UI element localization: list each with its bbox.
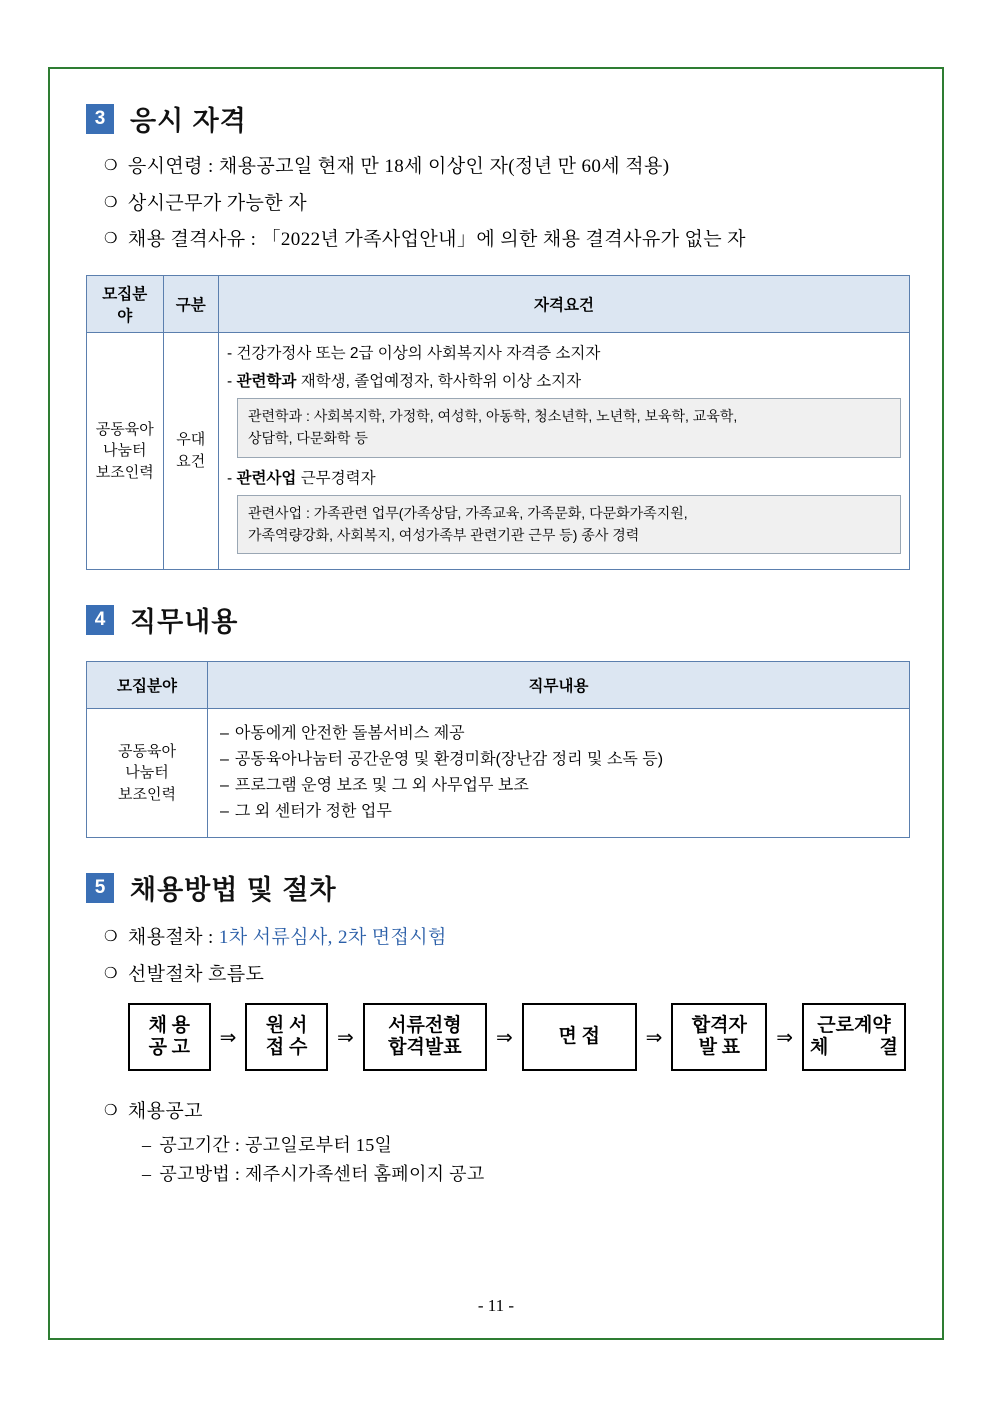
dash-marker: – <box>142 1163 152 1184</box>
duty-list <box>216 715 901 831</box>
requirement-line <box>227 370 901 393</box>
requirement-line <box>227 467 901 490</box>
bullet-text: 상시근무가 가능한 자 <box>127 192 307 214</box>
note-line: 관련학과 : 사회복지학, 가정학, 여성학, 아동학, 청소년학, 노년학, 보육학, 교육학, <box>248 408 738 425</box>
cell-requirements <box>219 332 910 570</box>
circle-bullet-icon: ❍ <box>104 229 118 248</box>
field-line: 공동육아 <box>118 742 176 760</box>
field-line: 보조인력 <box>118 786 176 804</box>
bullet-item <box>104 962 906 988</box>
section-5-title: 채용방법 및 절차 <box>130 875 337 906</box>
flow-step-document-screening <box>363 1003 487 1071</box>
requirement-text: 건강가정사 또는 2급 이상의 사회복지사 자격증 소지자 <box>236 344 601 362</box>
column-header-field: 모집분야 <box>87 662 208 709</box>
flow-step-line <box>810 1037 898 1059</box>
circle-bullet-icon: ❍ <box>104 156 118 174</box>
flow-step-result <box>671 1003 767 1071</box>
cell-field <box>87 709 208 838</box>
duties-table <box>86 661 910 838</box>
duty-item <box>220 721 901 747</box>
cell-field <box>87 332 164 570</box>
duty-text: 그 외 센터가 정한 업무 <box>234 803 392 821</box>
bullet-highlight: 1차 서류심사, 2차 면접시험 <box>218 927 447 949</box>
bullet-text: 채용 결격사유 : 「2022년 가족사업안내」에 의한 채용 결격사유가 없는 자 <box>127 229 746 251</box>
circle-bullet-icon: ❍ <box>104 927 118 946</box>
bullet-item <box>104 925 906 951</box>
column-header-division: 구분 <box>163 275 219 332</box>
section-3-number: 3 <box>86 104 114 134</box>
notice-block <box>104 1099 906 1188</box>
bullet-label: 채용절차 : <box>127 927 219 949</box>
column-header-field: 모집분야 <box>87 275 164 332</box>
table-header-row <box>87 275 910 332</box>
flow-arrow-icon: ⇒ <box>496 1025 513 1050</box>
notice-item <box>142 1131 906 1160</box>
cell-division <box>163 332 219 570</box>
requirement-text: 근무경력자 <box>296 469 376 487</box>
duty-item <box>220 773 901 799</box>
column-header-duties: 직무내용 <box>208 662 910 709</box>
flow-step-char: 결 <box>879 1037 899 1059</box>
cell-duties <box>208 709 910 838</box>
flow-step-line: 원 서 <box>265 1014 308 1036</box>
section-3-title: 응시 자격 <box>130 106 247 136</box>
flow-step-line: 합격자 <box>691 1014 747 1036</box>
flow-arrow-icon: ⇒ <box>219 1025 237 1050</box>
flow-step-line: 근로계약 <box>817 1014 891 1036</box>
circle-bullet-icon: ❍ <box>104 192 118 211</box>
dash-marker: – <box>220 725 229 743</box>
circle-bullet-icon: ❍ <box>104 963 118 982</box>
dash-marker: – <box>220 751 229 769</box>
table-header-row <box>87 662 910 709</box>
bullet-text: 선발절차 흐름도 <box>127 963 265 985</box>
flow-step-interview <box>522 1003 637 1071</box>
requirement-line <box>227 342 901 365</box>
section-5-header <box>86 868 906 907</box>
section-5-number: 5 <box>86 873 114 903</box>
notice-sub-list <box>142 1131 906 1189</box>
flow-step-line: 면 접 <box>558 1026 600 1048</box>
page-number: - 11 - <box>477 1296 515 1315</box>
flow-step-line: 공 고 <box>148 1037 191 1059</box>
dash-marker: – <box>220 803 229 821</box>
section-3-bullets <box>104 154 906 253</box>
circle-bullet-icon: ❍ <box>104 1101 118 1120</box>
table-row <box>87 709 910 838</box>
section-5-bullets <box>104 925 906 987</box>
section-4-title: 직무내용 <box>130 607 239 638</box>
dash-marker: – <box>142 1134 152 1155</box>
section-3-header <box>86 99 906 138</box>
table-row <box>87 332 910 570</box>
note-line: 상담학, 다문화학 등 <box>248 430 368 447</box>
bullet-item <box>104 191 906 217</box>
note-line: 관련사업 : 가족관련 업무(가족상담, 가족교육, 가족문화, 다문화가족지원, <box>248 505 688 522</box>
bullet-text <box>128 925 447 951</box>
qualification-table <box>86 275 910 571</box>
dash-marker: - <box>227 373 233 391</box>
division-line: 우대 <box>176 431 206 449</box>
dash-marker: – <box>220 777 229 795</box>
flow-arrow-icon: ⇒ <box>776 1025 794 1050</box>
document-page <box>48 67 944 1340</box>
flow-step-char: 체 <box>810 1037 829 1059</box>
notice-item <box>142 1160 906 1189</box>
duty-item <box>220 799 901 825</box>
duty-text: 아동에게 안전한 돌봄서비스 제공 <box>234 725 465 743</box>
duty-text: 공동육아나눔터 공간운영 및 환경미화(장난감 정리 및 소독 등) <box>234 751 664 769</box>
note-box-experience <box>237 495 901 554</box>
flow-step-line: 접 수 <box>265 1037 308 1059</box>
requirement-keyword: 관련사업 <box>236 469 297 487</box>
flow-step-announcement <box>128 1003 211 1071</box>
requirement-keyword: 관련학과 <box>236 373 297 391</box>
note-line: 가족역량강화, 사회복지, 여성가족부 관련기관 근무 등) 종사 경력 <box>248 526 640 543</box>
field-line: 나눔터 <box>125 764 169 782</box>
bullet-text: 응시연령 : 채용공고일 현재 만 18세 이상인 자(정년 만 60세 적용) <box>127 156 670 177</box>
notice-text: 공고방법 : 제주시가족센터 홈페이지 공고 <box>159 1163 485 1184</box>
bullet-item <box>104 1099 906 1125</box>
bullet-text: 채용공고 <box>127 1101 203 1123</box>
note-box-major <box>237 398 901 457</box>
requirement-text: 재학생, 졸업예정자, 학사학위 이상 소지자 <box>296 373 582 391</box>
flow-step-line: 발 표 <box>698 1037 741 1059</box>
flow-step-application <box>245 1003 328 1071</box>
dash-marker: - <box>227 469 233 487</box>
duty-item <box>220 747 901 773</box>
division-line: 요건 <box>176 453 206 471</box>
column-header-requirements: 자격요건 <box>219 275 910 332</box>
flow-step-line: 합격발표 <box>388 1037 462 1059</box>
section-4-number: 4 <box>86 605 114 635</box>
section-4-header <box>86 600 906 639</box>
bullet-item <box>104 227 906 253</box>
field-line: 공동육아 <box>95 420 154 438</box>
flow-arrow-icon: ⇒ <box>336 1025 354 1050</box>
field-line: 나눔터 <box>103 442 147 460</box>
flow-step-line: 서류전형 <box>388 1014 462 1036</box>
flow-step-contract <box>802 1003 906 1071</box>
duty-text: 프로그램 운영 보조 및 그 외 사무업무 보조 <box>234 777 529 795</box>
field-line: 보조인력 <box>95 464 154 482</box>
flow-arrow-icon: ⇒ <box>645 1025 663 1050</box>
notice-text: 공고기간 : 공고일로부터 15일 <box>159 1134 393 1155</box>
flow-step-line: 채 용 <box>148 1014 191 1036</box>
dash-marker: - <box>227 344 233 362</box>
recruitment-flow-chart <box>128 1003 906 1071</box>
bullet-item <box>104 154 906 180</box>
